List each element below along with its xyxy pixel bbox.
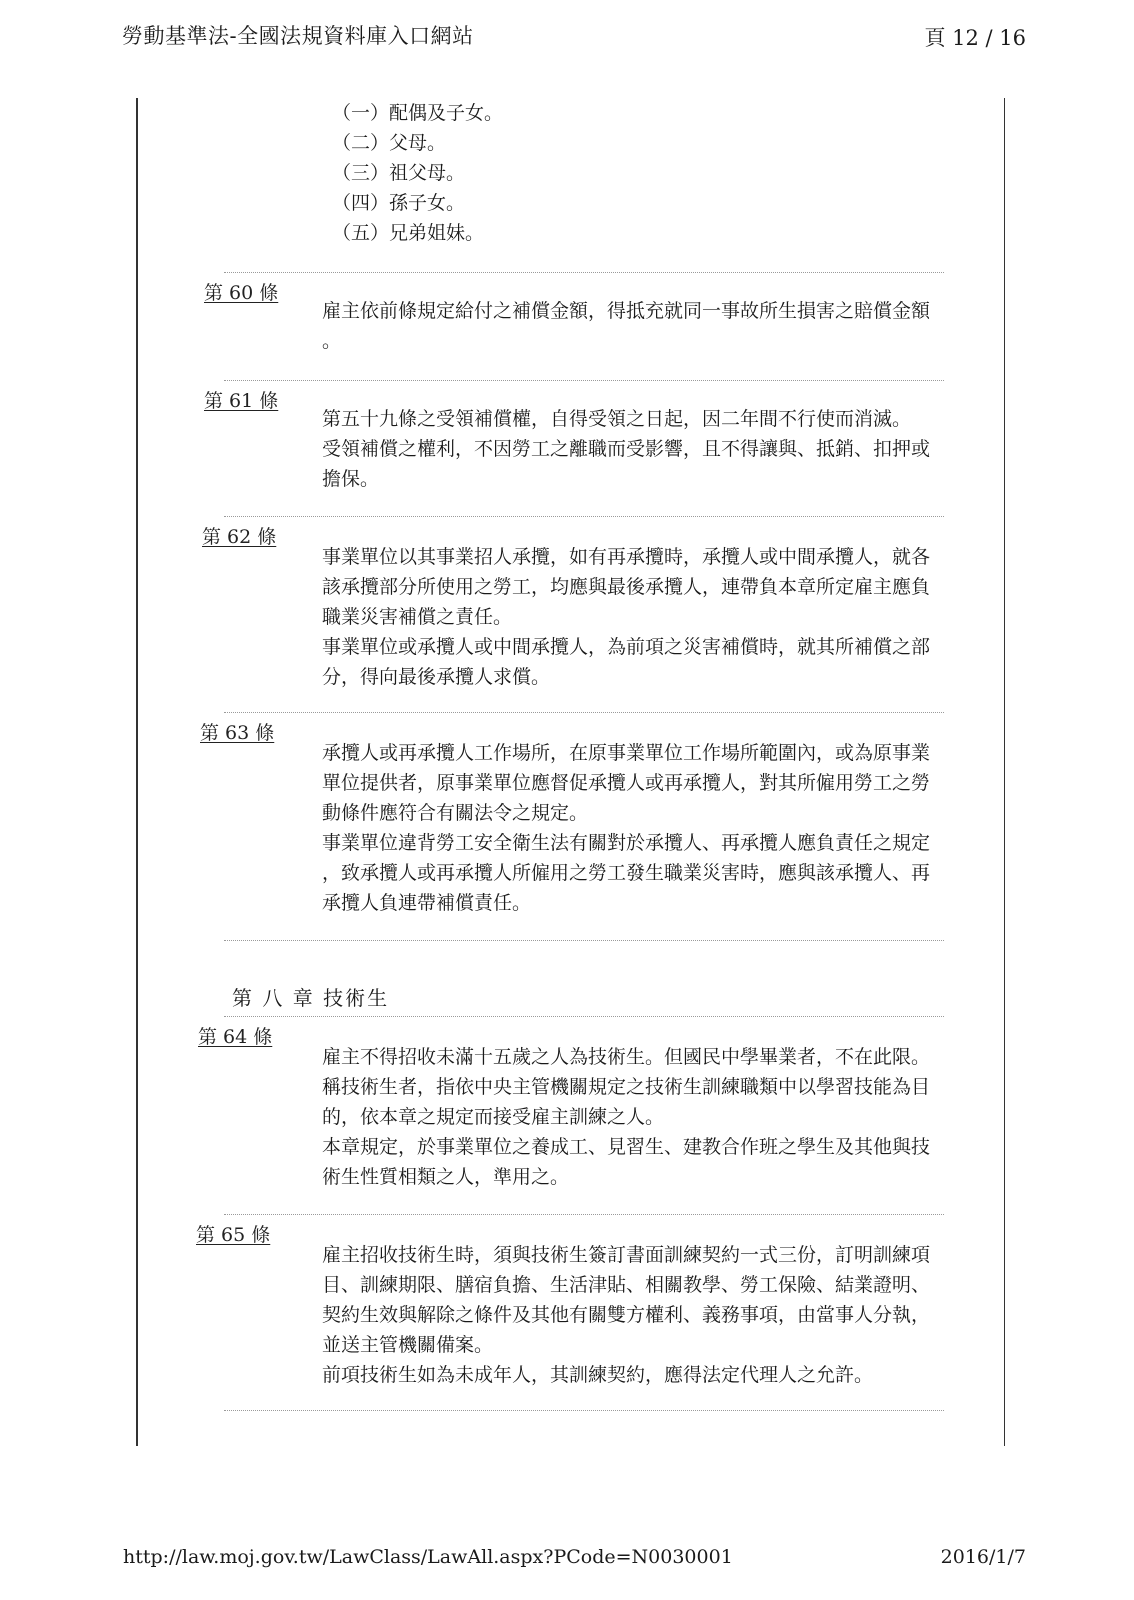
footer-date: 2016/1/7 xyxy=(940,1546,1026,1568)
chapter-heading: 第 八 章 技術生 xyxy=(232,986,390,1010)
article-63-label[interactable]: 第 63 條 xyxy=(200,722,275,744)
enumeration-list xyxy=(332,98,503,248)
article-line: 的，依本章之規定而接受雇主訓練之人。 xyxy=(322,1106,665,1128)
article-line: 前項技術生如為未成年人，其訓練契約，應得法定代理人之允許。 xyxy=(322,1364,874,1386)
article-line: 事業單位以其事業招人承攬，如有再承攬時，承攬人或中間承攬人，就各 xyxy=(322,546,931,568)
article-line: 承攬人負連帶補償責任。 xyxy=(322,892,532,914)
frame-right-border xyxy=(1004,98,1005,1446)
article-62-text xyxy=(322,542,992,692)
article-line: 術生性質相類之人，準用之。 xyxy=(322,1166,570,1188)
separator xyxy=(224,272,944,273)
enum-item: （三）祖父母。 xyxy=(332,162,466,184)
enum-item: （四）孫子女。 xyxy=(332,192,466,214)
article-line: 雇主招收技術生時，須與技術生簽訂書面訓練契約一式三份，訂明訓練項 xyxy=(322,1244,931,1266)
article-line: 受領補償之權利，不因勞工之離職而受影響，且不得讓與、抵銷、扣押或 xyxy=(322,438,931,460)
separator xyxy=(224,712,944,713)
article-line: ，致承攬人或再承攬人所僱用之勞工發生職業災害時，應與該承攬人、再 xyxy=(322,862,931,884)
article-line: 單位提供者，原事業單位應督促承攬人或再承攬人，對其所僱用勞工之勞 xyxy=(322,772,931,794)
article-63-text xyxy=(322,738,992,918)
article-65-text xyxy=(322,1240,992,1390)
page-header-title: 勞動基準法-全國法規資料庫入口網站 xyxy=(122,24,474,48)
article-line: 第五十九條之受領補償權，自得受領之日起，因二年間不行使而消滅。 xyxy=(322,408,912,430)
article-line: 。 xyxy=(322,330,342,352)
article-62-label[interactable]: 第 62 條 xyxy=(202,526,277,548)
article-60-label[interactable]: 第 60 條 xyxy=(204,282,279,304)
frame-left-border xyxy=(136,98,138,1446)
article-61-text xyxy=(322,404,992,494)
article-64-text xyxy=(322,1042,992,1192)
article-line: 本章規定，於事業單位之養成工、見習生、建教合作班之學生及其他與技 xyxy=(322,1136,931,1158)
footer-url: http://law.moj.gov.tw/LawClass/LawAll.aspx?PCode=N0030001 xyxy=(123,1546,733,1568)
article-60-text xyxy=(322,296,992,356)
article-line: 目、訓練期限、膳宿負擔、生活津貼、相關教學、勞工保險、結業證明、 xyxy=(322,1274,931,1296)
article-line: 分，得向最後承攬人求償。 xyxy=(322,666,551,688)
separator xyxy=(224,1214,944,1215)
article-line: 該承攬部分所使用之勞工，均應與最後承攬人，連帶負本章所定雇主應負 xyxy=(322,576,931,598)
separator xyxy=(224,516,944,517)
article-line: 職業災害補償之責任。 xyxy=(322,606,513,628)
enum-item: （二）父母。 xyxy=(332,132,447,154)
article-64-label[interactable]: 第 64 條 xyxy=(198,1026,273,1048)
article-line: 雇主不得招收未滿十五歲之人為技術生。但國民中學畢業者，不在此限。 xyxy=(322,1046,931,1068)
article-line: 並送主管機關備案。 xyxy=(322,1334,494,1356)
article-line: 契約生效與解除之條件及其他有關雙方權利、義務事項，由當事人分執， xyxy=(322,1304,931,1326)
article-65-label[interactable]: 第 65 條 xyxy=(196,1224,271,1246)
separator xyxy=(224,1016,944,1017)
article-line: 承攬人或再承攬人工作場所，在原事業單位工作場所範圍內，或為原事業 xyxy=(322,742,931,764)
article-line: 事業單位違背勞工安全衛生法有關對於承攬人、再承攬人應負責任之規定 xyxy=(322,832,931,854)
page-number: 頁 12 / 16 xyxy=(924,26,1026,50)
article-61-label[interactable]: 第 61 條 xyxy=(204,390,279,412)
article-line: 動條件應符合有關法令之規定。 xyxy=(322,802,589,824)
enum-item: （五）兄弟姐妹。 xyxy=(332,222,485,244)
article-line: 稱技術生者，指依中央主管機關規定之技術生訓練職類中以學習技能為目 xyxy=(322,1076,931,1098)
separator xyxy=(224,380,944,381)
article-line: 擔保。 xyxy=(322,468,380,490)
article-line: 事業單位或承攬人或中間承攬人，為前項之災害補償時，就其所補償之部 xyxy=(322,636,931,658)
separator xyxy=(224,1410,944,1411)
article-line: 雇主依前條規定給付之補償金額，得抵充就同一事故所生損害之賠償金額 xyxy=(322,300,931,322)
separator xyxy=(224,940,944,941)
enum-item: （一）配偶及子女。 xyxy=(332,102,504,124)
